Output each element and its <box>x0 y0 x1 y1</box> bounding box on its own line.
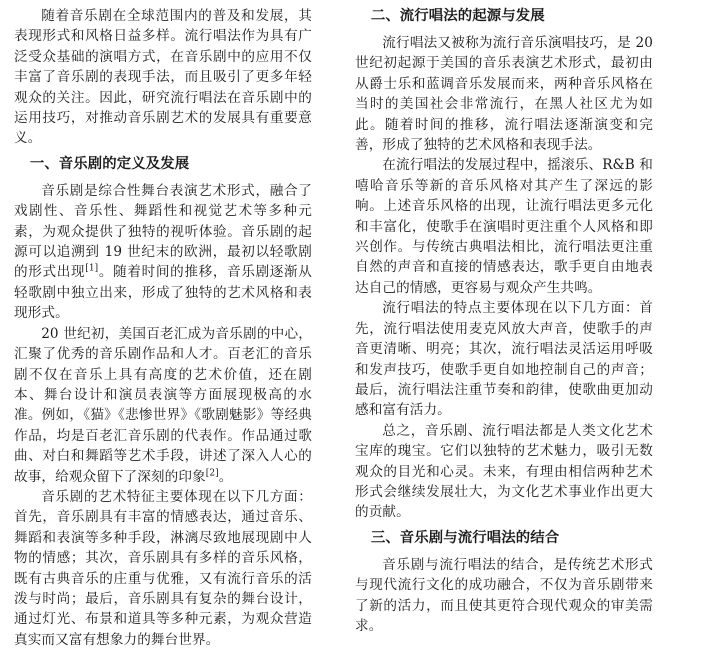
section-heading-origin: 二、流行唱法的起源与发展 <box>370 8 545 24</box>
section-heading-definition: 一、音乐剧的定义及发展 <box>29 155 190 172</box>
citation-marker: [1] <box>85 263 99 274</box>
intro-paragraph: 随着音乐剧在全球范围内的普及和发展，其表现形式和风格日益多样。流行唱法作为具有广泛受众基础的演唱方式，在音乐剧中的应用不仅丰富了音乐剧的表现手法，而且吸引了更多年轻观众的关注。因此，研究流行唱法在音乐剧中的运用技巧，对推动音乐剧艺术的发展具有重要意义。 <box>14 8 312 147</box>
paragraph-pop-features: 流行唱法的特点主要体现在以下几方面：首先，流行唱法使用麦克风放大声音，使歌手的声音更清晰、明亮；其次，流行唱法灵活运用呼吸和发声技巧，使歌手更自如地控制自己的声音；最后，流行唱法注重节奏和韵律，使歌曲更加动感和富有活力。 <box>355 300 653 419</box>
paragraph-origin <box>14 181 312 324</box>
right-column <box>355 6 653 636</box>
paragraph-summary: 总之，音乐剧、流行唱法都是人类文化艺术宝库的瑰宝。它们以独特的艺术魅力，吸引无数观众的目光和心灵。未来，有理由相信两种艺术形式会继续发展壮大，为文化艺术事业作出更大的贡献。 <box>355 422 653 521</box>
paragraph-pop-development: 在流行唱法的发展过程中，摇滚乐、R&B 和嘻哈音乐等新的音乐风格对其产生了深远的影响。上述音乐风格的出现，让流行唱法更多元化和丰富化，使歌手在演唱时更注重个人风格和即兴创作。与传统古典唱法相比，流行唱法更注重自然的声音和直接的情感表达，歌手更自由地表达自己的情感，更容易与观众产生共鸣。 <box>355 157 653 296</box>
paragraph-broadway <box>14 324 312 487</box>
paragraph-text: 音乐剧是综合性舞台表演艺术形式，融合了戏剧性、音乐性、舞蹈性和视觉艺术等多种元素，为观众提供了独特的视听体验。音乐剧的起源可以追溯到 19 世纪末的欧洲，最初以轻歌剧的形式出现 <box>14 182 312 281</box>
citation-marker: [2] <box>205 468 219 478</box>
paragraph-pop-origin: 流行唱法又被称为流行音乐演唱技巧，是 20 世纪初起源于美国的音乐表演艺术形式，最初由从爵士乐和蓝调音乐发展而来，两种音乐风格在当时的美国社会非常流行，在黑人社区尤为如此。随着时间的推移，流行唱法逐渐演变和完善，形成了独特的艺术风格和表现手法。 <box>355 35 653 154</box>
paragraph-text: 20 世纪初，美国百老汇成为音乐剧的中心，汇聚了优秀的音乐剧作品和人才。百老汇的音乐剧不仅在音乐上具有高度的艺术价值，还在剧本、舞台设计和演员表演等方面展现极高的水准。例如，《猫》《悲惨世界》《歌剧魅影》等经典作品，均是百老汇音乐剧的代表作。作品通过歌曲、对白和舞蹈等艺术手段，讲述了深入人心的故事，给观众留下了深刻的印象 <box>14 325 312 485</box>
paragraph-text: 。 <box>218 468 233 485</box>
paragraph-features: 音乐剧的艺术特征主要体现在以下几方面：首先，音乐剧具有丰富的情感表达，通过音乐、舞蹈和表演等多种手段，淋漓尽致地展现剧中人物的情感；其次，音乐剧具有多样的音乐风格，既有古典音乐的庄重与优雅，又有流行音乐的活泼与时尚；最后，音乐剧具有复杂的舞台设计，通过灯光、布景和道具等多种元素，为观众营造真实而又富有想象力的舞台世界。 <box>14 488 312 648</box>
paragraph-text: 。随着时间的推移，音乐剧逐渐从轻歌剧中独立出来，形成了独特的艺术风格和表现形式。 <box>14 264 312 322</box>
section-heading-combination: 三、音乐剧与流行唱法的结合 <box>370 529 560 546</box>
paragraph-combination: 音乐剧与流行唱法的结合，是传统艺术形式与现代流行文化的成功融合，不仅为音乐剧带来了新的活力，而且使其更符合现代观众的审美需求。 <box>355 556 653 634</box>
left-column <box>14 6 312 650</box>
